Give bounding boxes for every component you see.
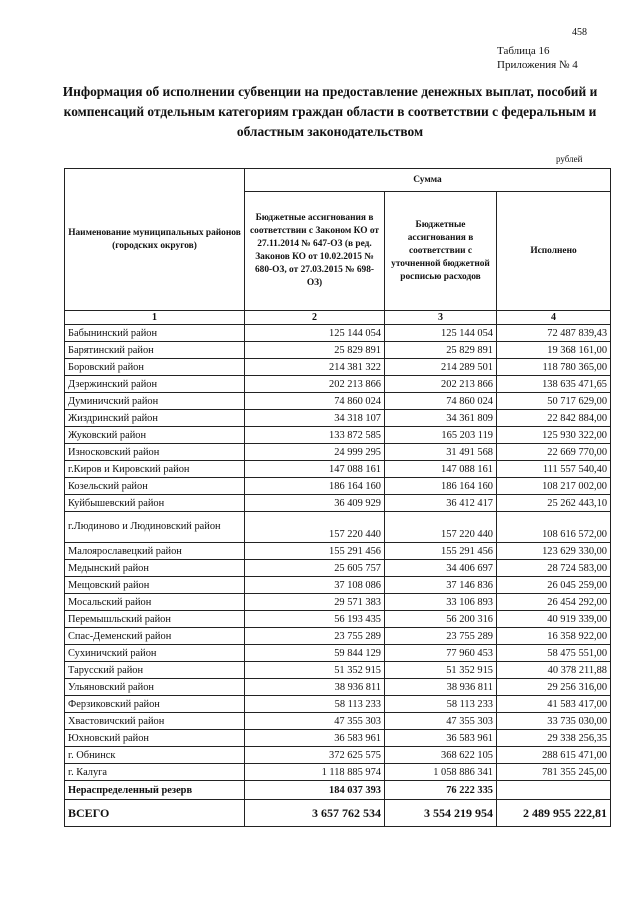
district-name: Юхновский район	[65, 730, 245, 747]
budget-value: 214 381 322	[245, 359, 385, 376]
budget-value: 372 625 575	[245, 747, 385, 764]
executed-value: 125 930 322,00	[497, 427, 611, 444]
budget-value: 147 088 161	[245, 461, 385, 478]
refined-value: 165 203 119	[385, 427, 497, 444]
table-row	[65, 611, 611, 628]
executed-value: 33 735 030,00	[497, 713, 611, 730]
budget-value: 29 571 383	[245, 594, 385, 611]
executed-value: 25 262 443,10	[497, 495, 611, 512]
column-number: 4	[497, 311, 611, 325]
column-number: 3	[385, 311, 497, 325]
budget-value: 36 583 961	[245, 730, 385, 747]
district-name: Куйбышевский район	[65, 495, 245, 512]
refined-value: 34 406 697	[385, 560, 497, 577]
executed-value: 16 358 922,00	[497, 628, 611, 645]
budget-value: 59 844 129	[245, 645, 385, 662]
budget-value: 24 999 295	[245, 444, 385, 461]
reserve-executed	[497, 781, 611, 800]
budget-value: 38 936 811	[245, 679, 385, 696]
district-name: Дзержинский район	[65, 376, 245, 393]
table-row	[65, 713, 611, 730]
executed-value: 29 338 256,35	[497, 730, 611, 747]
header-name: Наименование муниципальных районов (городских округов)	[65, 169, 245, 311]
executed-value: 138 635 471,65	[497, 376, 611, 393]
total-name: ВСЕГО	[65, 800, 245, 827]
district-name: Износковский район	[65, 444, 245, 461]
refined-value: 37 146 836	[385, 577, 497, 594]
refined-value: 186 164 160	[385, 478, 497, 495]
header-col2: Бюджетные ассигнования в соответствии с Законом КО от 27.11.2014 № 647-ОЗ (в ред. Законов КО от 10.02.2015 № 680-ОЗ, от 27.03.2015 № 698-ОЗ)	[245, 192, 385, 311]
district-name: Сухиничский район	[65, 645, 245, 662]
executed-value: 50 717 629,00	[497, 393, 611, 410]
executed-value: 40 378 211,88	[497, 662, 611, 679]
refined-value: 38 936 811	[385, 679, 497, 696]
budget-value: 37 108 086	[245, 577, 385, 594]
executed-value: 123 629 330,00	[497, 543, 611, 560]
column-number: 2	[245, 311, 385, 325]
table-row	[65, 410, 611, 427]
column-number: 1	[65, 311, 245, 325]
table-row	[65, 679, 611, 696]
budget-value: 58 113 233	[245, 696, 385, 713]
units-label: рублей	[556, 154, 583, 164]
district-name: Жуковский район	[65, 427, 245, 444]
district-name: Бабынинский район	[65, 325, 245, 342]
refined-value: 56 200 316	[385, 611, 497, 628]
district-name: Спас-Деменский район	[65, 628, 245, 645]
refined-value: 36 412 417	[385, 495, 497, 512]
budget-value: 25 829 891	[245, 342, 385, 359]
appendix-label: Приложения № 4	[497, 59, 578, 71]
executed-value: 22 669 770,00	[497, 444, 611, 461]
refined-value: 51 352 915	[385, 662, 497, 679]
budget-value: 155 291 456	[245, 543, 385, 560]
refined-value: 31 491 568	[385, 444, 497, 461]
refined-value: 47 355 303	[385, 713, 497, 730]
document-title: Информация об исполнении субвенции на предоставление денежных выплат, пособий и компенсаций отдельным категориям граждан области в соответствии с федеральным и областным законодательством	[62, 84, 598, 139]
executed-value: 26 045 259,00	[497, 577, 611, 594]
budget-value: 34 318 107	[245, 410, 385, 427]
budget-value: 56 193 435	[245, 611, 385, 628]
executed-value: 22 842 884,00	[497, 410, 611, 427]
table-row	[65, 594, 611, 611]
refined-value: 25 829 891	[385, 342, 497, 359]
table-row	[65, 628, 611, 645]
refined-value: 214 289 501	[385, 359, 497, 376]
table-row	[65, 645, 611, 662]
executed-value: 118 780 365,00	[497, 359, 611, 376]
table-row	[65, 376, 611, 393]
total-executed: 2 489 955 222,81	[497, 800, 611, 827]
refined-value: 77 960 453	[385, 645, 497, 662]
district-name: Перемышльский район	[65, 611, 245, 628]
table-row	[65, 359, 611, 376]
district-name: Медынский район	[65, 560, 245, 577]
table-row	[65, 478, 611, 495]
table-row	[65, 764, 611, 781]
header-col4: Исполнено	[497, 192, 611, 311]
executed-value: 41 583 417,00	[497, 696, 611, 713]
budget-value: 23 755 289	[245, 628, 385, 645]
executed-value: 288 615 471,00	[497, 747, 611, 764]
total-row	[65, 800, 611, 827]
executed-value: 781 355 245,00	[497, 764, 611, 781]
table-reference	[497, 44, 578, 72]
refined-value: 23 755 289	[385, 628, 497, 645]
table-row	[65, 325, 611, 342]
district-name: Боровский район	[65, 359, 245, 376]
table-row	[65, 560, 611, 577]
budget-value: 47 355 303	[245, 713, 385, 730]
district-name: Ферзиковский район	[65, 696, 245, 713]
refined-value: 74 860 024	[385, 393, 497, 410]
budget-value: 125 144 054	[245, 325, 385, 342]
reserve-refined: 76 222 335	[385, 781, 497, 800]
budget-value: 51 352 915	[245, 662, 385, 679]
table-row	[65, 495, 611, 512]
executed-value: 108 616 572,00	[497, 512, 611, 543]
refined-value: 58 113 233	[385, 696, 497, 713]
refined-value: 36 583 961	[385, 730, 497, 747]
refined-value: 34 361 809	[385, 410, 497, 427]
table-row	[65, 444, 611, 461]
budget-value: 1 118 885 974	[245, 764, 385, 781]
budget-value: 74 860 024	[245, 393, 385, 410]
table-row	[65, 461, 611, 478]
budget-value: 186 164 160	[245, 478, 385, 495]
executed-value: 19 368 161,00	[497, 342, 611, 359]
executed-value: 108 217 002,00	[497, 478, 611, 495]
district-name: Малоярославецкий район	[65, 543, 245, 560]
table-row	[65, 342, 611, 359]
table-row	[65, 662, 611, 679]
reserve-budget: 184 037 393	[245, 781, 385, 800]
total-refined: 3 554 219 954	[385, 800, 497, 827]
refined-value: 33 106 893	[385, 594, 497, 611]
budget-value: 202 213 866	[245, 376, 385, 393]
refined-value: 125 144 054	[385, 325, 497, 342]
executed-value: 58 475 551,00	[497, 645, 611, 662]
executed-value: 29 256 316,00	[497, 679, 611, 696]
table-row	[65, 577, 611, 594]
table-row	[65, 747, 611, 764]
district-name: Жиздринский район	[65, 410, 245, 427]
reserve-row	[65, 781, 611, 800]
district-name: г. Обнинск	[65, 747, 245, 764]
page-number: 458	[572, 27, 587, 38]
district-name: Мосальский район	[65, 594, 245, 611]
executed-value: 28 724 583,00	[497, 560, 611, 577]
executed-value: 72 487 839,43	[497, 325, 611, 342]
subvention-table	[64, 168, 611, 827]
table-row	[65, 730, 611, 747]
table-row	[65, 512, 611, 543]
reserve-name: Нераспределенный резерв	[65, 781, 245, 800]
executed-value: 111 557 540,40	[497, 461, 611, 478]
table-row	[65, 696, 611, 713]
refined-value: 202 213 866	[385, 376, 497, 393]
header-col3: Бюджетные ассигнования в соответствии с уточненной бюджетной росписью расходов	[385, 192, 497, 311]
table-label: Таблица 16	[497, 45, 550, 57]
table-row	[65, 427, 611, 444]
budget-value: 36 409 929	[245, 495, 385, 512]
district-name: Барятинский район	[65, 342, 245, 359]
refined-value: 1 058 886 341	[385, 764, 497, 781]
refined-value: 368 622 105	[385, 747, 497, 764]
district-name: г.Людиново и Людиновский район	[65, 512, 245, 543]
district-name: Тарусский район	[65, 662, 245, 679]
budget-value: 157 220 440	[245, 512, 385, 543]
total-budget: 3 657 762 534	[245, 800, 385, 827]
table-row	[65, 393, 611, 410]
header-sum: Сумма	[245, 169, 611, 192]
refined-value: 147 088 161	[385, 461, 497, 478]
district-name: Мещовский район	[65, 577, 245, 594]
district-name: Козельский район	[65, 478, 245, 495]
district-name: г.Киров и Кировский район	[65, 461, 245, 478]
table-row	[65, 543, 611, 560]
budget-value: 25 605 757	[245, 560, 385, 577]
executed-value: 26 454 292,00	[497, 594, 611, 611]
district-name: Хвастовичский район	[65, 713, 245, 730]
budget-value: 133 872 585	[245, 427, 385, 444]
district-name: г. Калуга	[65, 764, 245, 781]
district-name: Ульяновский район	[65, 679, 245, 696]
refined-value: 157 220 440	[385, 512, 497, 543]
district-name: Думиничский район	[65, 393, 245, 410]
executed-value: 40 919 339,00	[497, 611, 611, 628]
refined-value: 155 291 456	[385, 543, 497, 560]
